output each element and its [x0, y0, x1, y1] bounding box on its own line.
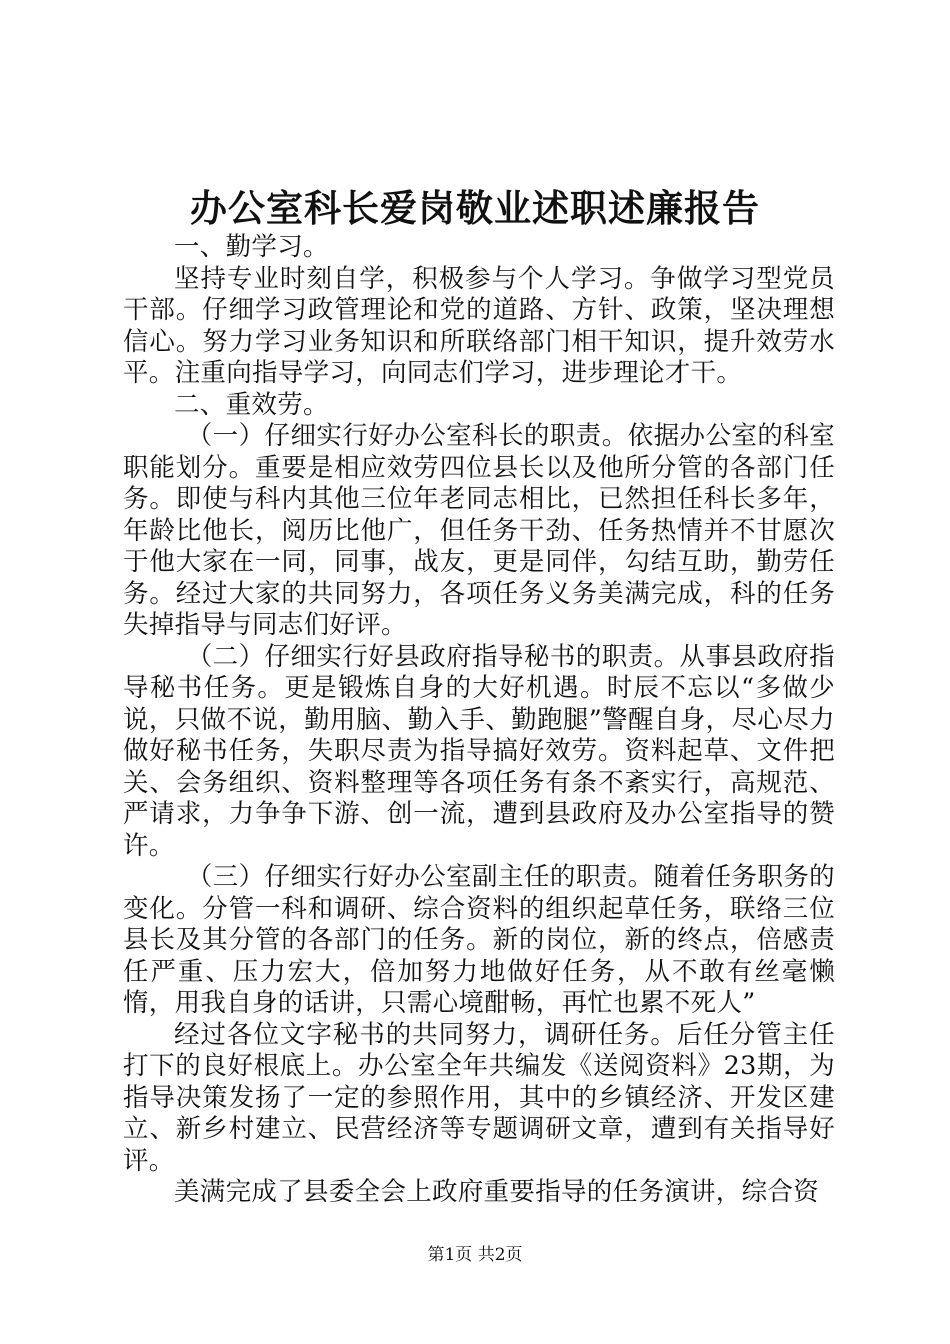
paragraph-secretary: （二）仔细实行好县政府指导秘书的职责。从事县政府指导秘书任务。更是锻炼自身的大好机遇。时辰不忘以“多做少说，只做不说，勤用脑、勤入手、勤跑腿”警醒自身，尽心尽力做好秘书任务，失职尽责为指导搞好效劳。资料起草、文件把关、会务组织、资料整理等各项任务有条不紊实行，高规范、严请求，力争争下游、创一流，遭到县政府及办公室指导的赞许。 [123, 641, 835, 861]
paragraph-study: 坚持专业时刻自学，积极参与个人学习。争做学习型党员干部。仔细学习政管理论和党的道路、方针、政策，坚决理想信心。努力学习业务知识和所联络部门相干知识，提升效劳水平。注重向指导学习，向同志们学习，进步理论才干。 [123, 263, 835, 388]
section-heading-study: 一、勤学习。 [174, 232, 329, 262]
paragraph-speech: 美满完成了县委全会上政府重要指导的任务演讲，综合资 [174, 1177, 820, 1207]
section-heading-service: 二、重效劳。 [174, 389, 329, 420]
paragraph-deputy-director: （三）仔细实行好办公室副主任的职责。随着任务职务的变化。分管一科和调研、综合资料的组织起草任务，联络三位县长及其分管的各部门的任务。新的岗位，新的终点，倍感责任严重、压力宏大，倍加努力地做好任务，从不敢有丝毫懒惰，用我自身的话讲，只需心境酣畅，再忙也累不死人” [123, 862, 835, 1018]
paragraph-section-chief: （一）仔细实行好办公室科长的职责。依据办公室的科室职能划分。重要是相应效劳四位县长以及他所分管的各部门任务。即使与科内其他三位年老同志相比，已然担任科长多年，年龄比他长，阅历比他广，但任务干劲、任务热情并不甘愿次于他大家在一同，同事，战友，更是同伴，勾结互助，勤劳任务。经过大家的共同努力，各项任务义务美满完成，科的任务失掉指导与同志们好评。 [123, 421, 835, 640]
document-title: 办公室科长爱岗敬业述职述廉报告 [190, 186, 760, 230]
document-body [123, 232, 835, 1209]
page-number: 第1页 共2页 [427, 1245, 523, 1265]
paragraph-research: 经过各位文字秘书的共同努力，调研任务。后任分管主任打下的良好根底上。办公室全年共编发《送阅资料》23期，为指导决策发扬了一定的参照作用，其中的乡镇经济、开发区建立、新乡村建立、民营经济等专题调研文章，遭到有关指导好评。 [123, 1019, 835, 1176]
